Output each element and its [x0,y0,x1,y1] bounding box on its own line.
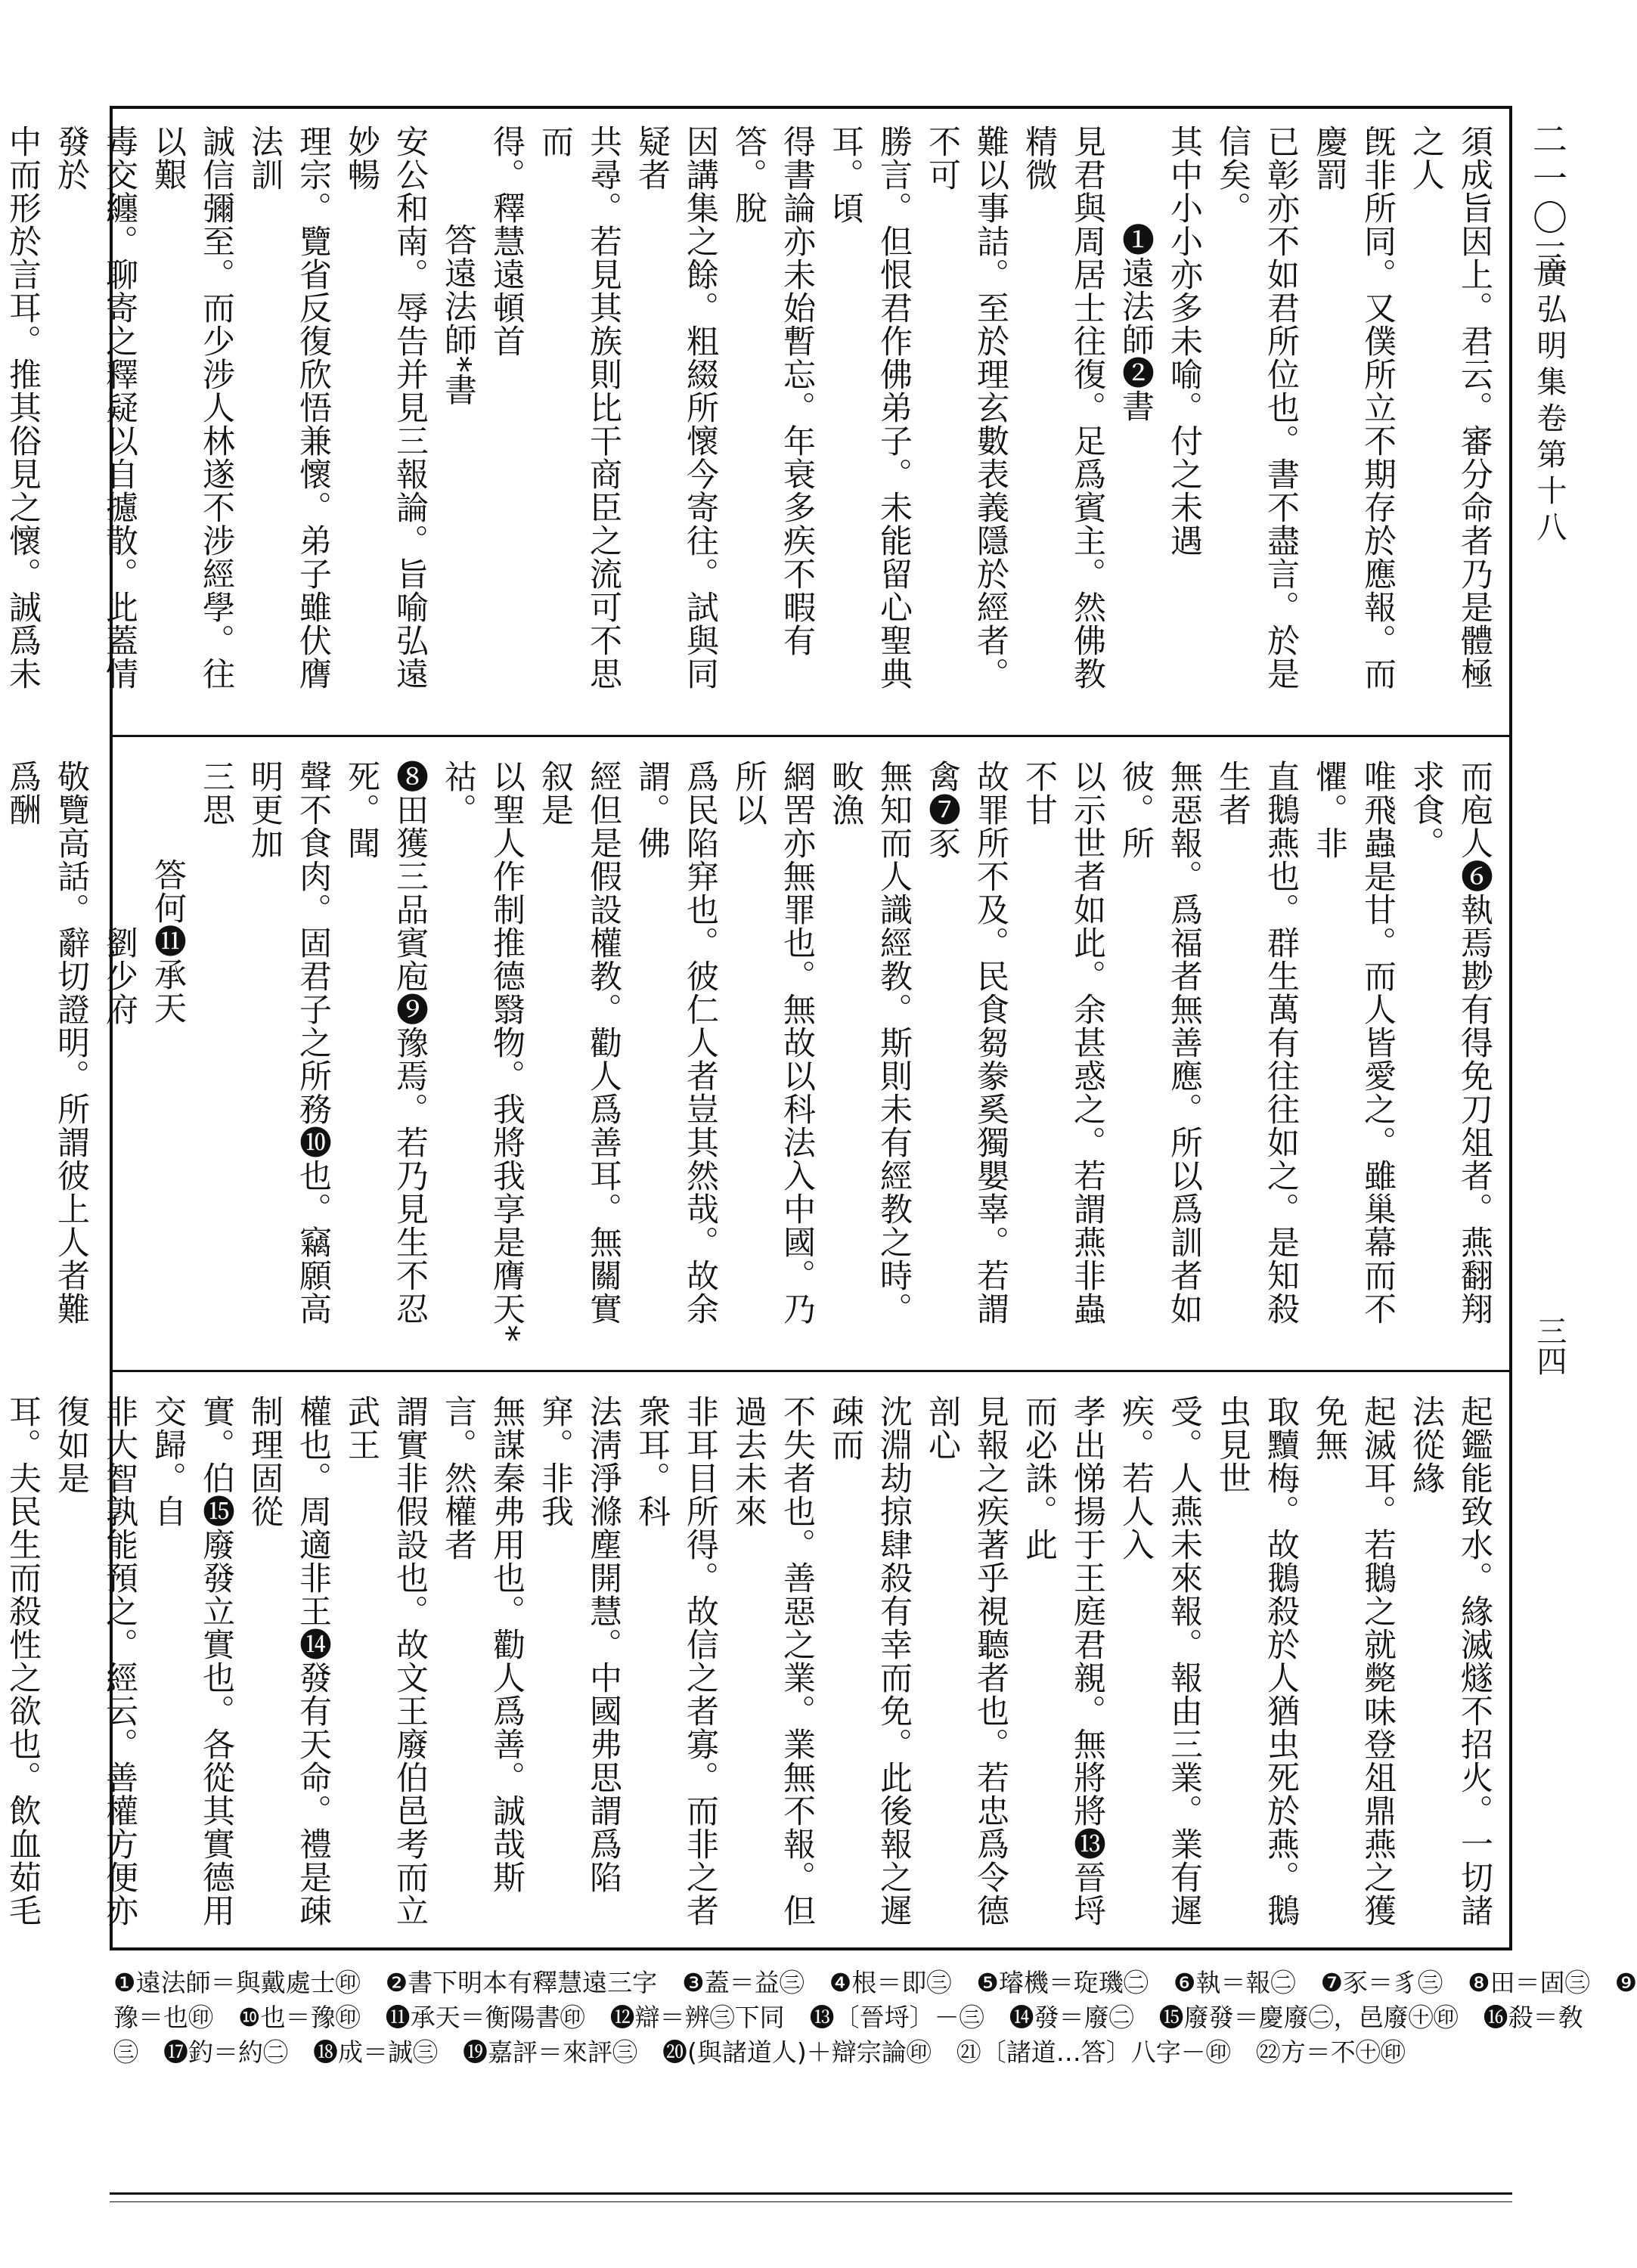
text-column: 而庖人❻執焉尠有得免刀俎者。燕翻翔求食。 [1407,760,1493,1325]
text-column: 聲不食肉。固君子之所務❿也。竊願高明更加 [246,760,332,1325]
text-column: 見君與周居士往復。足爲賓主。然佛教精微 [1020,125,1106,690]
text-column: 以示世者如此。余甚惑之。若謂燕非蟲不甘 [1020,760,1106,1325]
text-column: 不失者也。善惡之業。業無不報。但過去未來 [730,1395,816,1927]
text-column: 答何⓫承天 [149,858,187,1024]
text-column: 孝出悌揚于王庭君親。無將將⓭晉埒而必誅。此 [1020,1395,1106,1927]
text-column: 劉少府 [101,926,138,1026]
text-column: 謂實非假設也。故文王廢伯邑考而立武王 [343,1395,429,1927]
text-column: 毒交纏。聊寄之釋疑以自攄散。此蓋情發於 [52,125,138,690]
text-register-bottom [4,1380,1512,1947]
text-column: 共尋。若見其族則比干商臣之流可不思而 [536,125,622,690]
text-column: 非大智孰能預之。經云。善權方便亦復如是 [52,1395,138,1927]
text-column: 耳。夫民生而殺性之欲也。飲血茹毛 [4,1395,42,1927]
book-title: 廣弘明集卷第十八 [1532,257,1567,547]
bottom-rule [110,2192,1512,2195]
text-columns-middle [4,745,1512,1361]
text-column: 得。釋慧遠頓首 [488,125,526,358]
register-divider [110,1370,1512,1372]
text-column: 權也。周適非王⓮發有天命。禮是疎制理固從 [246,1395,332,1927]
text-register-top [4,110,1512,726]
page-number: 二一〇三 [1527,121,1568,278]
text-column: 因講集之餘。粗綴所懷今寄往。試與同疑者 [633,125,719,690]
text-column: 得書論亦未始暫忘。年衰多疾不暇有答。脫 [730,125,816,657]
text-column: 起滅耳。若鵝之就斃味登俎鼎燕之獲免無 [1310,1395,1397,1927]
text-column: 答遠法師*書 [439,223,477,407]
text-column: 唯飛蟲是甘。而人皆愛之。雖巢幕而不懼。非 [1310,760,1397,1325]
text-column: 以聖人作制推德翳物。我將我享是膺天*祜。 [439,760,526,1343]
text-column: ❶遠法師❷書 [1117,223,1155,423]
text-column: 安公和南。辱告并見三報論。旨喻弘遠妙暢 [343,125,429,690]
text-column: 無惡報。爲福者無善應。所以爲訓者如彼。所 [1117,760,1203,1325]
text-column: 法淸淨滌塵開慧。中國弗思謂爲陷穽。非我 [536,1395,622,1894]
text-column: 直鵝燕也。群生萬有往往如之。是知殺生者 [1214,760,1300,1325]
text-column: 爲民陷穽也。彼仁人者豈其然哉。故余謂。佛 [633,760,719,1325]
text-columns-top [4,110,1512,726]
text-column: 已彰亦不如君所位也。書不盡言。於是信矣。 [1214,125,1300,690]
text-column: 其中小小亦多未喻。付之未遇 [1165,125,1203,557]
text-column: 取黷梅。故鵝殺於人猶虫死於燕。鵝虫見世 [1214,1395,1300,1927]
text-column: 旣非所同。又僕所立不期存於應報。而慶罰 [1310,125,1397,690]
text-column: 經但是假設權教。勸人爲善耳。無關實叙是 [536,760,622,1325]
text-column: 實。伯⓯廢發立實也。各從其實德用交歸。自 [149,1395,235,1927]
column-number: 三四 [1532,1315,1567,1376]
text-column: 中而形於言耳。推其俗見之懷。誠爲未 [4,125,42,690]
text-column: 沈淵劫掠肆殺有幸而免。此後報之遲疎而 [826,1395,913,1927]
register-divider [110,735,1512,737]
text-register-middle [4,745,1512,1361]
text-column: 非耳目所得。故信之者寡。而非之者衆耳。科 [633,1395,719,1927]
text-column: 三思 [197,760,235,826]
text-column: 誠信彌至。而少涉人林遂不涉經學。往以艱 [149,125,235,690]
collation-note-line: ㊂ ⓱釣＝約㊁ ⓲成＝誠㊂ ⓳嘉評＝來評㊂ ⓴(與諸道人)＋辯宗論㊞ ㉑〔諸道…答〕八字－㊞ ㉒方＝不㊉㊞ [113,2037,1406,2067]
text-column: 起鑑能致水。緣滅燧不招火。一切諸法從緣 [1407,1395,1493,1927]
text-column: 理宗。覽省反復欣悟兼懷。弟子雖伏膺法訓 [246,125,332,690]
collation-note-line: ❶遠法師＝與戴處士㊞ ❷書下明本有釋慧遠三字 ❸蓋＝益㊂ ❹根＝即㊂ ❺璿機＝琁璣㊁ ❻執＝報㊁ ❼豕＝豸㊂ ❽田＝固㊂ ❾ [113,1968,1637,1997]
text-column: 無謀秦弗用也。勸人爲善。誠哉斯言。然權者 [439,1395,526,1894]
text-column: 見報之疾著乎視聽者也。若忠爲令德剖心 [923,1395,1009,1927]
text-column: 難以事詰。至於理玄數表義隱於經者。不可 [923,125,1009,690]
text-column: 受。人燕未來報。報由三業。業有遲疾。若人入 [1117,1395,1203,1927]
text-column: 敬覽高話。辭切證明。所謂彼上人者難爲酬 [4,760,90,1325]
text-column: 網罟亦無罪也。無故以科法入中國。乃所以 [730,760,816,1325]
text-column: 須成旨因上。君云。審分命者乃是體極之人 [1407,125,1493,690]
collation-notes [113,1966,1637,2155]
text-column: 勝言。但恨君作佛弟子。未能留心聖典耳。頃 [826,125,913,690]
bottom-rule [110,2201,1512,2202]
text-columns-bottom [4,1380,1512,1947]
text-column: 故罪所不及。民食芻豢奚獨嬰辜。若謂禽❼豕 [923,760,1009,1325]
collation-note-line: 豫＝也㊞ ❿也＝豫㊞ ⓫承天＝衡陽書㊞ ⓬辯＝辨㊂下同 ⓭〔晉埒〕－㊂ ⓮發＝廢㊁ ⓯廢發＝慶廢㊁，邑廢㊉㊞ ⓰殺＝敎 [113,2003,1583,2032]
text-column: ❽田獲三品賓庖❾豫焉。若乃見生不忍死。聞 [343,760,429,1325]
text-column: 無知而人識經教。斯則未有經教之時。畋漁 [826,760,913,1325]
